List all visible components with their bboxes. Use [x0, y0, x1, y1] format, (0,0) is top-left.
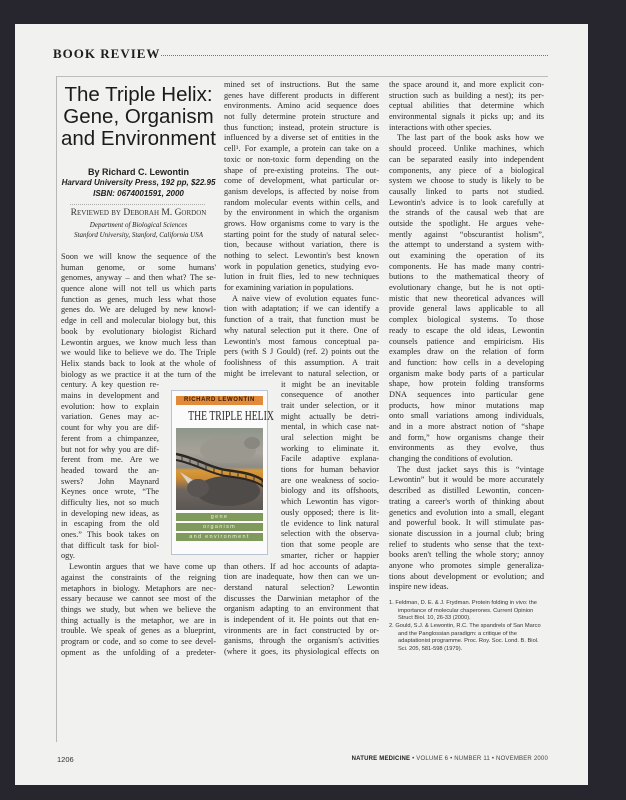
- text-line: ferent from me. Are we: [61, 455, 159, 465]
- text-line: difficulty lies, not so much: [61, 497, 159, 507]
- text-line: thing actually is the metaphor, we are in: [61, 615, 216, 625]
- text-line: tion, because without variation, there is: [224, 240, 379, 250]
- cover-title: THE TRIPLE HELIX: [188, 408, 274, 423]
- text-line: DNA sequences into particular gene: [389, 389, 544, 399]
- text-line: genetics and evolution into a small, elegant: [389, 507, 544, 517]
- text-line: interactions with other species.: [389, 122, 492, 132]
- title-divider: [70, 204, 205, 205]
- text-line: consequence of another: [281, 390, 379, 400]
- text-line: lution in fruit flies, led to new techniques: [224, 272, 379, 282]
- text-line: things we study, but when we believe the: [61, 605, 216, 615]
- text-line: function of a trait, that function must be: [224, 315, 379, 325]
- section-heading: BOOK REVIEW: [53, 46, 161, 61]
- cover-band-organism: organism: [176, 523, 263, 531]
- reviewer-byline: Reviewed by Deborah M. Gordon: [70, 208, 207, 218]
- text-line: ganism develops, is affected by noise from: [224, 186, 379, 196]
- text-line: provide general laws applicable to all: [389, 304, 544, 314]
- text-line: Lewontin's advice is to look carefully at: [389, 197, 544, 207]
- text-line: tle evidence to link natural: [281, 518, 379, 528]
- text-line: and in a more abstract notion of “shape: [389, 422, 544, 431]
- text-line: foolishness of this assumption. A trait: [224, 357, 379, 367]
- text-line: causally linked to parts not studied.: [389, 186, 544, 196]
- text-line: Helix stands back to look at the whole of: [61, 358, 216, 368]
- text-line: A naive view of evolution equates func-: [232, 293, 379, 303]
- text-line: Soon we will know the sequence of the: [61, 252, 216, 261]
- text-line: relief to students who sense that the text-: [389, 539, 544, 549]
- text-line: environments. Amino acid sequence does: [224, 101, 379, 111]
- journal-date: NOVEMBER 2000: [496, 756, 548, 762]
- text-line: it might be an inevitable: [281, 379, 379, 389]
- text-line: headed toward the an-: [61, 465, 159, 475]
- journal-name: NATURE MEDICINE: [351, 756, 411, 762]
- text-line: but not for why you are dif-: [61, 444, 159, 454]
- text-line: The dust jacket says this is “vintage: [397, 464, 544, 474]
- text-line: is independent of it. He points out that en-: [224, 614, 379, 624]
- text-line: tion that some people are: [281, 539, 379, 549]
- rhino-helix-illustration: [176, 428, 263, 510]
- text-line: random molecular events within cells, and: [224, 197, 379, 207]
- text-line: tions about development or evolution; and: [389, 571, 544, 581]
- text-line: and function: how cells in a developing: [389, 357, 544, 367]
- text-line: outside the spotlight. He argues vehe-: [389, 218, 544, 228]
- text-line: might actually be detri-: [281, 411, 379, 421]
- book-isbn: ISBN: 0674001591, 2000: [93, 189, 184, 198]
- text-line: derstand natural selection? Lewontin: [224, 582, 379, 592]
- book-title-line: Gene, Organism: [63, 105, 214, 128]
- text-line: system we choose to study is likely to be: [389, 176, 544, 186]
- text-line: tions for human behavior: [281, 465, 379, 475]
- text-line: not fully determine protein structure and: [224, 112, 379, 122]
- text-line: components. He has made many contri-: [389, 261, 544, 271]
- book-publisher: Harvard University Press, 192 pp, $22.95: [61, 178, 216, 187]
- text-line: anyone who promotes simple generaliza-: [389, 560, 544, 570]
- text-line: by the environment in which the organism: [224, 208, 379, 218]
- book-title-line: The Triple Helix:: [64, 83, 213, 106]
- text-line: Facile adaptive explana-: [281, 454, 379, 464]
- text-line: biology as we practice it at the turn of the: [61, 369, 216, 379]
- text-line: shape, how protein folding transforms: [389, 379, 544, 389]
- text-line: described as distilled Lewontin, concen-: [389, 486, 544, 496]
- text-line: function as genes, much less what those: [61, 294, 216, 304]
- cover-band-environment: and environment: [176, 533, 263, 541]
- book-cover-image: [171, 390, 274, 555]
- text-line: the strands of the causal web that are: [389, 208, 544, 218]
- text-line: selection with the observa-: [281, 529, 379, 539]
- text-line: working to eliminate it.: [281, 443, 379, 453]
- text-line: ready to escape the old ideas, Lewontin: [389, 325, 544, 335]
- text-line: Lewontin argues, we know much less than: [61, 337, 216, 347]
- separator: •: [450, 756, 453, 762]
- text-line: century. A key question re-: [61, 380, 159, 390]
- text-line: human genome, or some humans': [61, 262, 216, 272]
- text-line: environments as they evolve, thus: [389, 443, 544, 453]
- text-line: changing the conditions of evolution.: [389, 454, 513, 464]
- journal-citation: [352, 756, 548, 762]
- text-line: for examining variation in populations.: [224, 283, 354, 293]
- text-line: edge in cell and molecular biology but, this: [61, 316, 216, 326]
- text-line: in escaping from the old: [61, 519, 159, 529]
- text-line: sionate discussion in a journal club; bring: [389, 528, 544, 538]
- text-line: ously opposed; there is lit-: [281, 507, 379, 517]
- text-line: we would like to believe we do. The Triple: [61, 348, 216, 358]
- reference-item: 1. Feldman, D. E. & J. Frydman. Protein folding in vivo: the importance of molecular chaperones. Current Opinion Struct Biol. 10, 26-33 (2000).: [389, 600, 537, 622]
- text-line: swers? John Maynard: [61, 476, 159, 486]
- text-line: vironments are in fact constructed by or-: [224, 625, 379, 635]
- column-2-text: [224, 80, 379, 379]
- text-line: program or code, and so come to see devel-: [61, 637, 216, 647]
- text-line: in developing new ideas, as: [61, 508, 159, 518]
- text-line: genomes, anyway – and then what? The se-: [61, 273, 216, 283]
- column-1-wrap-text: [61, 380, 159, 562]
- text-line: ferent from a chimpanzee,: [61, 433, 159, 443]
- reference-item: 2. Gould, S.J. & Lewontin, R.C. The spandrels of San Marco and the Panglossian paradigm: a critique of the adaptationist programme. Proc. Roy. Soc. Lond. B. Biol. Sci. 205, 581-598 (1979).: [389, 623, 541, 653]
- text-line: shape of pre-existing proteins. The out-: [224, 165, 379, 175]
- separator: •: [412, 756, 415, 762]
- text-line: (where it goes, its physiological effects on: [224, 647, 379, 656]
- text-line: examples draw on the relation of form: [389, 347, 544, 357]
- text-line: tion with adaptation; if we can identify a: [224, 304, 379, 314]
- text-line: discusses the Darwinian metaphor of the: [224, 593, 379, 603]
- text-line: trouble. We speak of genes as a blueprint,: [61, 626, 216, 636]
- text-line: toxic or non-toxic form depending on the: [224, 154, 379, 164]
- text-line: opment as the unfolding of a predeter-: [61, 647, 216, 657]
- cover-rhino-picture: [176, 428, 263, 510]
- column-2-lower-text: [224, 562, 379, 658]
- text-line: come of development, what particular or-: [224, 176, 379, 186]
- column-2-wrap-text: [281, 380, 379, 562]
- text-line: work in population genetics, studying evo-: [224, 261, 379, 271]
- page-number: 1206: [57, 755, 74, 764]
- text-line: grows. How organisms come to vary is the: [224, 218, 379, 228]
- text-line: genes do. We are deluged by new knowl-: [61, 305, 216, 315]
- text-line: organism adapting to an environment that: [224, 604, 379, 614]
- text-line: metaphors in biology. Metaphors are nec-: [61, 583, 216, 593]
- text-line: organism make body parts of a particular: [389, 368, 544, 378]
- text-line: complex biological systems. To those: [389, 315, 544, 325]
- text-line: butions to the mathematical theory of: [389, 272, 544, 282]
- text-line: books aren't telling the whole story; annoy: [389, 550, 544, 560]
- column-3-text: [389, 80, 544, 593]
- text-line: should proceed. Unlike machines, which: [389, 144, 544, 154]
- text-line: genes have different products in different: [224, 90, 379, 100]
- text-line: variation. Genes may ac-: [61, 412, 159, 422]
- separator: •: [491, 756, 495, 762]
- text-line: pers (with S J Gould) (ref. 2) points out the: [224, 347, 379, 357]
- book-title-line: and Environment: [61, 127, 216, 150]
- text-line: against the constraints of the reigning: [61, 572, 216, 582]
- text-line: starting point for the study of natural selec-: [224, 229, 379, 239]
- column-1-lower-text: [61, 562, 216, 658]
- text-line: the attempt to understand a system with-: [389, 240, 544, 250]
- text-line: ones.” This book takes on: [61, 530, 159, 540]
- text-line: ural selection might be: [281, 433, 379, 443]
- text-line: cell¹. For example, a protein can take on a: [224, 144, 379, 154]
- text-line: can be separated easily into independent: [389, 154, 544, 164]
- reviewer-institution: Stanford University, Stanford, California USA: [74, 231, 203, 239]
- text-line: Lewontin” but it would be more accurately: [389, 475, 544, 485]
- text-line: ceptual abilities that determine which: [389, 101, 544, 111]
- text-line: counsels patience and empiricism. His: [389, 336, 544, 346]
- text-line: mental, in which case nat-: [281, 422, 379, 432]
- text-line: biology and its offshoots,: [281, 486, 379, 496]
- text-line: onto small variations among individuals,: [389, 411, 544, 421]
- text-line: mently against “obscurantist holism”,: [389, 229, 544, 239]
- text-line: mistic that new theoretical advances will: [389, 293, 544, 303]
- text-line: struction such as building a nest); its per-: [389, 90, 544, 100]
- box-top-border: [56, 76, 548, 77]
- text-line: influenced by a diverse set of entities in the: [224, 133, 379, 143]
- text-line: essary because we cannot see most of the: [61, 594, 216, 604]
- book-author: By Richard C. Lewontin: [87, 167, 189, 177]
- box-left-border: [56, 76, 57, 742]
- text-line: and form,” how organisms change their: [389, 432, 544, 442]
- text-line: tion are inadequate, how then can we un-: [224, 572, 379, 582]
- text-line: evolutionary change, but he is not opti-: [389, 283, 544, 293]
- text-line: might be irrelevant to natural selection, or: [224, 368, 379, 378]
- text-line: smarter, richer or happier: [281, 550, 379, 560]
- text-line: are one weakness of socio-: [281, 475, 379, 485]
- text-line: count for why you are dif-: [61, 423, 159, 433]
- text-line: mined set of instructions. But the same: [224, 80, 379, 89]
- text-line: nothing to select. Lewontin's best known: [224, 251, 379, 260]
- text-line: that difficult task for biol-: [61, 540, 159, 550]
- text-line: mains in development and: [61, 391, 159, 401]
- references-list: [389, 600, 546, 654]
- text-line: trait under selection, or it: [281, 400, 379, 410]
- heading-dotted-rule: [161, 55, 548, 56]
- cover-author: RICHARD LEWONTIN: [176, 396, 263, 405]
- reviewer-department: Department of Biological Sciences: [89, 221, 188, 229]
- text-line: out examining the operation of its: [389, 251, 544, 260]
- text-line: ogy.: [61, 551, 75, 561]
- text-line: environmental signals it picks up; and its: [389, 112, 544, 122]
- journal-number: NUMBER 11: [454, 756, 490, 762]
- text-line: quence alone will not tell us which parts: [61, 284, 216, 294]
- text-line: Lewontin argues that we have come up: [69, 562, 216, 572]
- text-line: Keynes once wrote, “The: [61, 487, 159, 497]
- text-line: ganisms, through the organism's activities: [224, 636, 379, 646]
- text-line: the space around it, and more explicit con-: [389, 80, 544, 89]
- column-1-text: [61, 252, 216, 380]
- journal-volume: VOLUME 6: [416, 756, 449, 762]
- text-line: which Lewontin has vigor-: [281, 497, 379, 507]
- text-line: than others. If ad hoc accounts of adapta-: [224, 561, 379, 571]
- book-title: [61, 84, 216, 150]
- text-line: Lewontin's most famous conceptual pa-: [224, 336, 379, 346]
- text-line: evolution: how to explain: [61, 401, 159, 411]
- text-line: products, how minor mutations map: [389, 400, 544, 410]
- journal-page: [15, 24, 588, 785]
- text-line: why natural selection put it there. One of: [224, 325, 379, 335]
- text-line: inspire new ideas.: [389, 582, 449, 592]
- text-line: book by evolutionary biologist Richard: [61, 326, 216, 336]
- cover-band-gene: gene: [176, 513, 263, 521]
- text-line: trating a career's worth of thinking about: [389, 496, 544, 506]
- text-line: and powerful book. It will stimulate pas-: [389, 518, 544, 528]
- text-line: components, any piece of a biological: [389, 165, 544, 175]
- text-line: The last part of the book asks how we: [397, 133, 544, 143]
- text-line: thus function; instead, protein structure is: [224, 122, 379, 132]
